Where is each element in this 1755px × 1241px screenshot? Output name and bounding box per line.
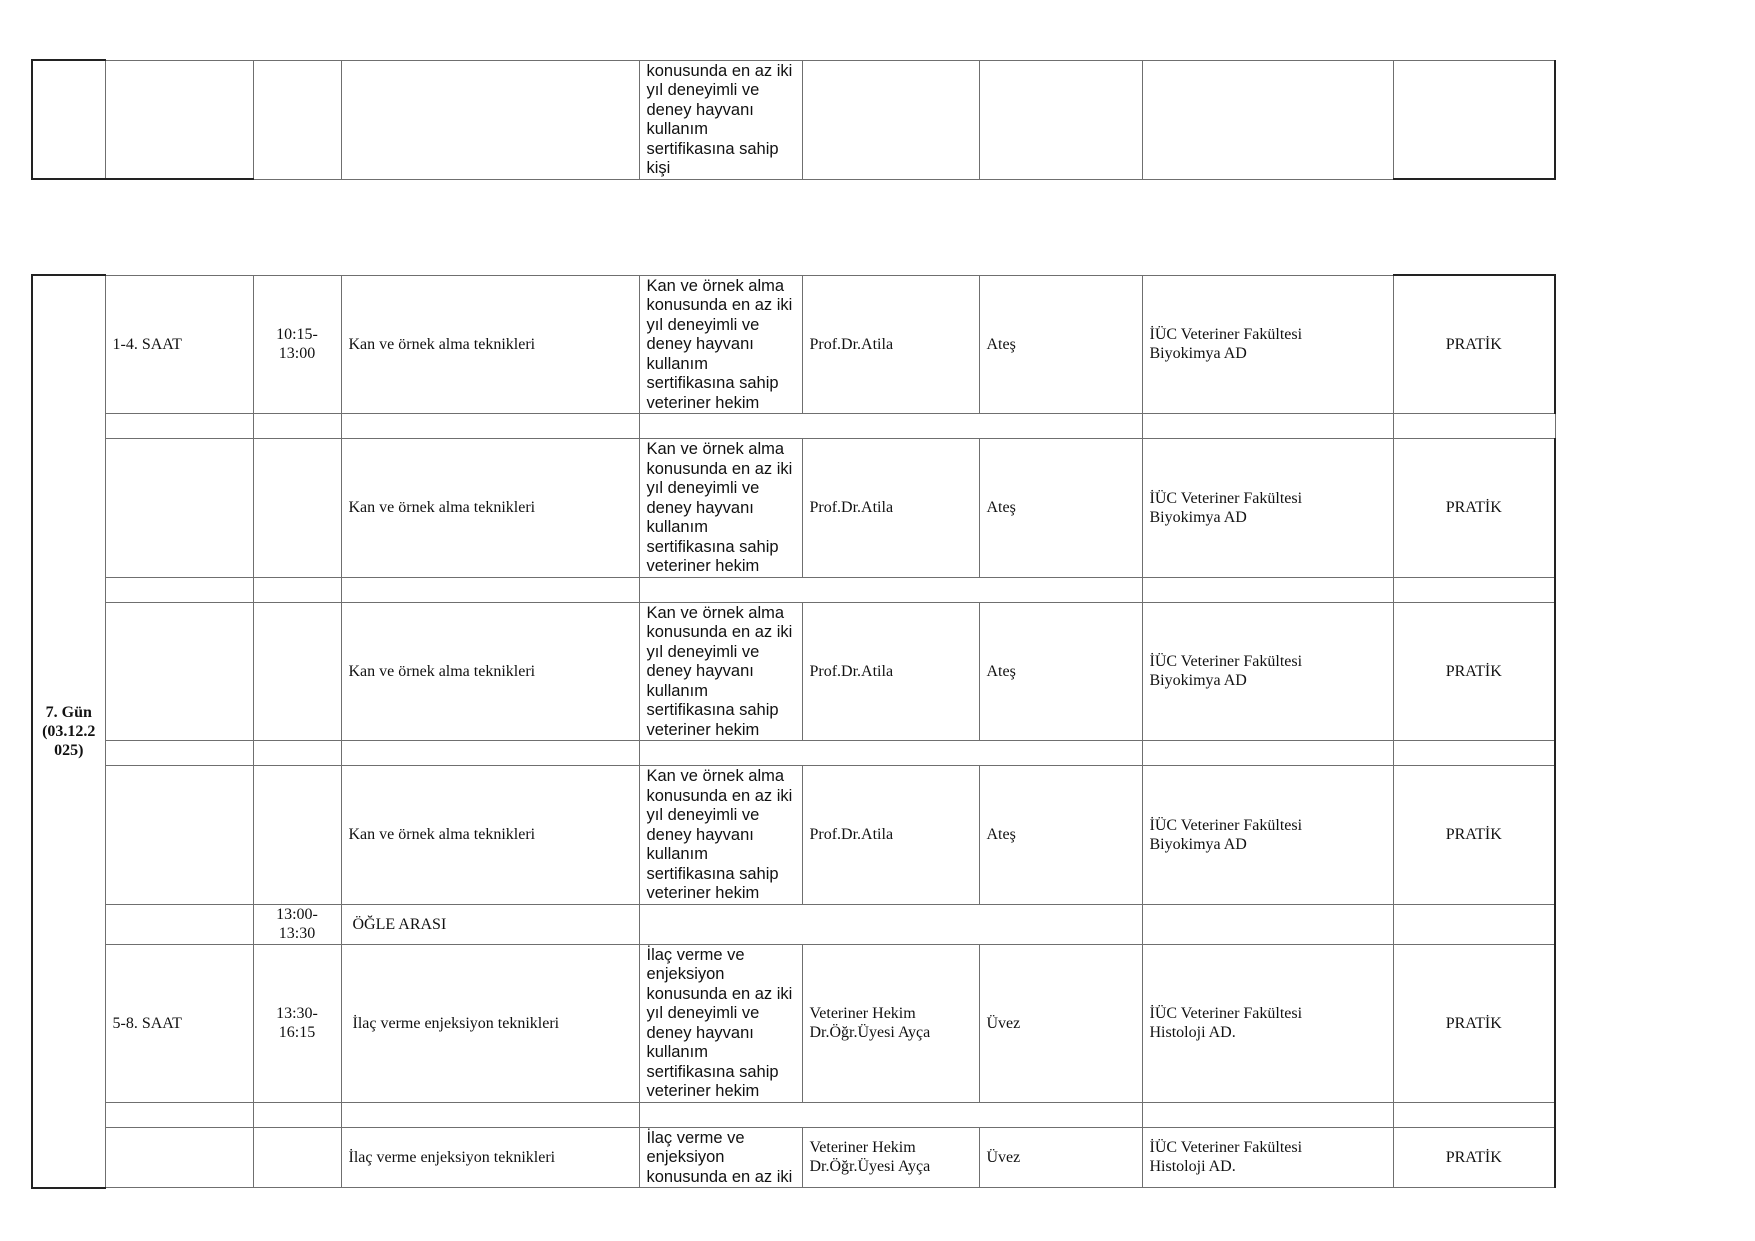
empty-cell	[253, 60, 341, 179]
time-cell	[253, 766, 341, 905]
profile-line: sertifikasına sahip	[646, 701, 779, 719]
table-row	[32, 439, 1555, 578]
profile-line: Kan ve örnek alma	[646, 767, 785, 785]
saat-cell: 1-4. SAAT	[105, 275, 253, 414]
institution-cell	[1142, 275, 1393, 414]
empty-cell	[1393, 577, 1555, 602]
empty-cell	[105, 60, 253, 179]
time-cell	[253, 904, 341, 944]
empty-cell	[1142, 741, 1393, 766]
profile-line: İlaç verme ve	[646, 945, 745, 964]
empty-cell	[1142, 577, 1393, 602]
empty-cell	[639, 1102, 1142, 1127]
profile-line: enjeksiyon	[646, 1148, 725, 1166]
time-cell	[253, 275, 341, 414]
day-title: 7. Gün	[45, 703, 92, 721]
profile-line: kişi	[646, 159, 671, 177]
institution-cell	[1142, 1127, 1393, 1188]
empty-cell	[639, 904, 1142, 944]
profile-line: Kan ve örnek alma	[646, 440, 785, 458]
profile-line: yıl deneyimli ve	[646, 806, 760, 824]
instructor-profile	[639, 602, 802, 741]
spacer-row	[32, 1102, 1555, 1127]
profile-line: deney hayvanı	[646, 1023, 754, 1042]
instructor-name	[802, 1127, 979, 1188]
profile-line: yıl deneyimli ve	[646, 81, 760, 99]
empty-cell	[341, 60, 639, 179]
time-start: 10:15-	[276, 326, 318, 344]
institution-line: İÜC Veteriner Fakültesi	[1149, 1005, 1303, 1022]
profile-line: sertifikasına sahip	[646, 1062, 779, 1081]
empty-cell	[105, 414, 253, 439]
profile-line: veteriner hekim	[646, 884, 760, 902]
empty-cell	[105, 904, 253, 944]
institution-cell	[1142, 602, 1393, 741]
empty-cell	[1142, 1102, 1393, 1127]
schedule-table-day7	[31, 274, 1556, 1189]
empty-cell	[341, 741, 639, 766]
topic-cell: İlaç verme enjeksiyon teknikleri	[341, 944, 639, 1102]
profile-line: deney hayvanı	[646, 498, 754, 517]
time-cell	[253, 602, 341, 741]
instructor-profile	[639, 439, 802, 578]
profile-line: deney hayvanı	[646, 825, 754, 844]
profile-line: sertifikasına sahip	[646, 374, 779, 392]
empty-cell	[105, 1102, 253, 1127]
table-row	[32, 602, 1555, 741]
profile-line: kullanım	[646, 354, 708, 373]
name-line: Dr.Öğr.Üyesi Ayça	[809, 1158, 931, 1176]
profile-line: Kan ve örnek alma	[646, 276, 785, 295]
time-end: 13:00	[278, 345, 316, 363]
time-start: 13:30-	[276, 1005, 318, 1022]
profile-line: sertifikasına sahip	[646, 537, 779, 556]
name-line: Veteriner Hekim	[809, 1139, 916, 1157]
name-line: Dr.Öğr.Üyesi Ayça	[809, 1024, 931, 1041]
profile-line: konusunda en az iki	[646, 623, 793, 641]
topic-cell: İlaç verme enjeksiyon teknikleri	[341, 1127, 639, 1188]
instructor-profile	[639, 944, 802, 1102]
profile-line: veteriner hekim	[646, 557, 760, 575]
institution-cell	[1142, 766, 1393, 905]
empty-cell	[341, 577, 639, 602]
empty-cell	[105, 741, 253, 766]
saat-cell	[105, 602, 253, 741]
instructor-name: Prof.Dr.Atila	[802, 439, 979, 578]
instructor-profile	[639, 1127, 802, 1188]
empty-cell	[253, 577, 341, 602]
empty-cell	[639, 577, 1142, 602]
institution-line: İÜC Veteriner Fakültesi	[1149, 326, 1303, 344]
profile-line: enjeksiyon	[646, 965, 725, 983]
type-cell: PRATİK	[1393, 1127, 1555, 1188]
time-cell	[253, 944, 341, 1102]
instructor-profile	[639, 60, 802, 179]
type-cell: PRATİK	[1393, 602, 1555, 741]
profile-line: deney hayvanı	[646, 100, 754, 119]
empty-cell	[253, 414, 341, 439]
type-cell: PRATİK	[1393, 944, 1555, 1102]
profile-line: İlaç verme ve	[646, 1128, 745, 1147]
time-start: 13:00-	[276, 906, 318, 923]
empty-cell	[1393, 414, 1555, 439]
lunch-label: ÖĞLE ARASI	[341, 904, 639, 944]
saat-cell	[105, 439, 253, 578]
instructor-name	[802, 944, 979, 1102]
instructor-name: Prof.Dr.Atila	[802, 766, 979, 905]
lunch-row	[32, 904, 1555, 944]
institution-line: İÜC Veteriner Fakültesi	[1149, 1139, 1303, 1157]
empty-cell	[802, 60, 979, 179]
profile-line: konusunda en az iki	[646, 1167, 793, 1186]
profile-line: yıl deneyimli ve	[646, 1004, 760, 1022]
profile-line: veteriner hekim	[646, 720, 760, 739]
profile-line: kullanım	[646, 845, 708, 863]
empty-cell	[1393, 904, 1555, 944]
empty-cell	[105, 577, 253, 602]
saat-cell	[105, 766, 253, 905]
instructor-surname: Ateş	[979, 275, 1142, 414]
type-cell: PRATİK	[1393, 275, 1555, 414]
time-end: 16:15	[278, 1024, 316, 1041]
empty-cell	[253, 1102, 341, 1127]
type-cell: PRATİK	[1393, 766, 1555, 905]
empty-cell	[253, 741, 341, 766]
institution-line: Biyokimya AD	[1149, 672, 1247, 690]
profile-line: konusunda en az iki	[646, 786, 793, 805]
empty-cell	[639, 741, 1142, 766]
type-cell: PRATİK	[1393, 439, 1555, 578]
day-label	[32, 275, 105, 1188]
spacer-row	[32, 414, 1555, 439]
saat-cell	[105, 1127, 253, 1188]
instructor-name: Prof.Dr.Atila	[802, 275, 979, 414]
profile-line: yıl deneyimli ve	[646, 315, 760, 334]
profile-line: sertifikasına sahip	[646, 139, 779, 158]
profile-line: veteriner hekim	[646, 1082, 760, 1100]
profile-line: sertifikasına sahip	[646, 864, 779, 883]
instructor-surname: Üvez	[979, 1127, 1142, 1188]
table-row	[32, 944, 1555, 1102]
empty-cell	[1142, 60, 1393, 179]
instructor-surname: Ateş	[979, 602, 1142, 741]
time-cell	[253, 439, 341, 578]
institution-line: Histoloji AD.	[1149, 1158, 1236, 1176]
institution-line: Biyokimya AD	[1149, 835, 1247, 853]
profile-line: kullanım	[646, 120, 708, 138]
institution-cell	[1142, 439, 1393, 578]
empty-cell	[1393, 1102, 1555, 1127]
profile-line: veteriner hekim	[646, 393, 760, 412]
profile-line: deney hayvanı	[646, 335, 754, 353]
saat-cell: 5-8. SAAT	[105, 944, 253, 1102]
institution-line: İÜC Veteriner Fakültesi	[1149, 816, 1303, 834]
profile-line: kullanım	[646, 1043, 708, 1061]
empty-cell	[979, 60, 1142, 179]
instructor-surname: Ateş	[979, 439, 1142, 578]
profile-line: konusunda en az iki	[646, 459, 793, 478]
empty-cell	[32, 60, 105, 179]
spacer-row	[32, 741, 1555, 766]
topic-cell: Kan ve örnek alma teknikleri	[341, 602, 639, 741]
table-row	[32, 275, 1555, 414]
spacer-row	[32, 577, 1555, 602]
topic-cell: Kan ve örnek alma teknikleri	[341, 439, 639, 578]
empty-cell	[1393, 741, 1555, 766]
profile-line: konusunda en az iki	[646, 61, 793, 80]
profile-line: yıl deneyimli ve	[646, 642, 760, 661]
institution-line: Histoloji AD.	[1149, 1024, 1236, 1041]
time-end: 13:30	[278, 925, 316, 942]
profile-line: konusunda en az iki	[646, 984, 793, 1003]
institution-line: Biyokimya AD	[1149, 508, 1247, 526]
profile-line: kullanım	[646, 518, 708, 536]
instructor-surname: Ateş	[979, 766, 1142, 905]
profile-line: Kan ve örnek alma	[646, 603, 785, 622]
institution-line: İÜC Veteriner Fakültesi	[1149, 489, 1303, 507]
name-line: Veteriner Hekim	[809, 1005, 916, 1022]
instructor-name: Prof.Dr.Atila	[802, 602, 979, 741]
profile-line: konusunda en az iki	[646, 296, 793, 314]
empty-cell	[639, 414, 1142, 439]
day-date: (03.12.2	[42, 722, 96, 740]
instructor-surname: Üvez	[979, 944, 1142, 1102]
day-date: 025)	[54, 741, 84, 759]
empty-cell	[341, 1102, 639, 1127]
empty-cell	[1142, 414, 1393, 439]
instructor-profile	[639, 275, 802, 414]
profile-line: yıl deneyimli ve	[646, 479, 760, 497]
empty-cell	[341, 414, 639, 439]
topic-cell: Kan ve örnek alma teknikleri	[341, 766, 639, 905]
institution-cell	[1142, 944, 1393, 1102]
profile-line: kullanım	[646, 681, 708, 700]
institution-line: İÜC Veteriner Fakültesi	[1149, 653, 1303, 671]
empty-cell	[1393, 60, 1555, 179]
topic-cell: Kan ve örnek alma teknikleri	[341, 275, 639, 414]
empty-cell	[1142, 904, 1393, 944]
schedule-table-fragment	[31, 59, 1556, 180]
table-row	[32, 766, 1555, 905]
institution-line: Biyokimya AD	[1149, 345, 1247, 363]
time-cell	[253, 1127, 341, 1188]
profile-line: deney hayvanı	[646, 662, 754, 680]
table-row	[32, 1127, 1555, 1188]
instructor-profile	[639, 766, 802, 905]
